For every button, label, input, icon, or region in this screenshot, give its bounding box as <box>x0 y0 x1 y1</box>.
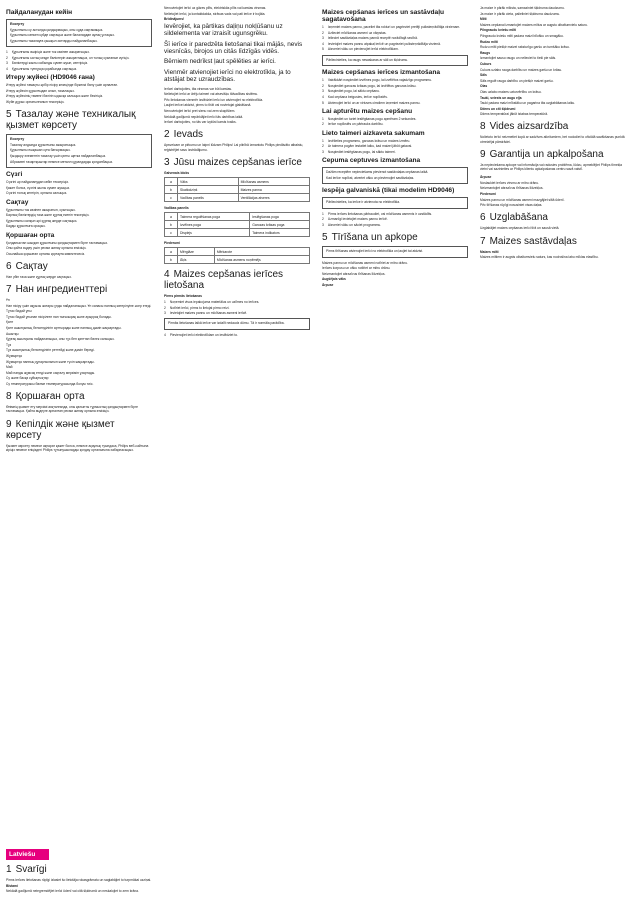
large-text-line: Vienmēr atvienojiet ierīci no elektrotīkla, ja to atstājat bez uzraudzības. <box>164 68 291 84</box>
text-line: Қолданыстан шыққан құрылғыны қалдықтармен бірге тастамаңыз. <box>6 240 108 245</box>
subheading: Augšējais vāks <box>322 277 346 282</box>
text-line: Ja nepieciešama apkope vai informācija vai radusies problēma, lūdzu, apmeklējiet Philips tīmekļa vietni vai sazinieties ar Philips klientu apkalpošanas centru savā valstī. <box>480 162 623 172</box>
text-line: Осылайша қоршаған ортаны қорғауға көмектесесіз. <box>6 251 86 256</box>
ingredient-title: Cukurs <box>480 61 492 66</box>
ingredient-text: Ūdens temperatūrai jābūt istabas temperatūrā. <box>480 112 548 117</box>
text-line: Тұз <box>6 342 12 347</box>
text-line: Nenovietojiet ierīci pret sienu vai zem skapīšiem. <box>164 109 236 113</box>
text-line: Май <box>6 365 13 370</box>
note-box <box>164 318 310 330</box>
text-line: Ierīcei darbojoties, tās virsmas var būt karstas. <box>164 86 232 91</box>
warning-box <box>6 134 152 168</box>
step-item: 3 Nospiediet ieslēgšanas pogu, lai sāktu taimeri. <box>322 149 396 154</box>
text-line: Оны қайта өңдеу үшін ресми жинау орнына өткізіңіз. <box>6 246 87 251</box>
text-line: Жүйе дұрыс орнатылғанын тексеріңіз. <box>6 100 65 105</box>
text-line: Өнімнің қызмет ету мерзімі аяқталғанда, оны қалыпты тұрмыстық қалдықтармен бірге тастамаңыз. Қайта өңдеуге арналған ресми жинау орнына өткізіңіз. <box>6 405 138 414</box>
text-line: Ierīcei darbojoties, no tās var izplūst karsts tvaiks. <box>164 120 237 125</box>
section-8-heading: 8 Қоршаған орта <box>6 391 85 403</box>
table-row: a Vāks Mīcīšanas asmens <box>165 178 310 186</box>
step-item: 3 Aizveriet vāku un sāciet programmu. <box>322 222 382 227</box>
ingredient-text: Izmantojiet sauso raugu un nelieciet to tieši pie sāls. <box>480 56 557 61</box>
text-line: Жұмыртқа <box>6 354 22 359</box>
program-heading: Maizes cepšanas ierīces izmantošana <box>322 69 441 77</box>
text-line: Nelietojiet ierīci, ja kontaktdakša, strāvas vads vai pati ierīce ir bojāta. <box>164 11 266 16</box>
ingredient-title: Tauki, sviests un augu eļļa <box>480 95 522 100</box>
text-line: Сүзгіні әр пайдаланудан кейін тексеріңіз. <box>6 180 69 185</box>
step-item: 5 Atvienojiet ierīci un ar virtuves cimdiem izņemiet maizes pannu. <box>322 100 421 105</box>
ingredient-title: Milti <box>480 17 487 22</box>
note-box <box>322 197 468 209</box>
subheading: Ārpuse <box>480 175 492 180</box>
warning-line: Құрылғыны су астында қалдырмаңыз, оны суда сақтамаңыз. <box>10 27 104 32</box>
text-line: Сүзгіні толық кептіріп, орнына салыңыз. <box>6 191 68 196</box>
subheading: Pirms pirmās lietošanas <box>164 294 202 299</box>
step-item: 2 Ierīce nopīkstēs un pārtrauks darbību. <box>322 122 384 127</box>
text-line: Нан үйін таза және құрғақ жерде сақтаңыз. <box>6 274 72 279</box>
note-box <box>322 55 468 67</box>
ingredient-text: Olas uzlabo maizes uzturvērtību un krāsu. <box>480 89 542 94</box>
text-line: Nolietoto ierīci neizmetiet kopā ar sadzīves atkritumiem, bet nododiet to oficiālā savākšanas punktā otrreizējai pārstrādei. <box>480 135 625 144</box>
section-7-heading: 7 Нан ингредиенттері <box>6 284 108 296</box>
table-title: Galvenais bloks <box>164 170 190 175</box>
note-line: Kad ierīce nopīkst, atveriet vāku un pievienojiet sastāvdaļas. <box>326 175 415 180</box>
warning-box <box>6 19 152 47</box>
warning-title: Ескерту <box>10 137 25 142</box>
section-4-heading: 4 Maizes cepšanas ierīces lietošana <box>164 269 284 292</box>
table-row: a Taimera regulēšanas poga Ieslēgšanas poga <box>165 213 310 221</box>
note-line: Pirmās lietošanas laikā ierīce var izdalīt nedaudz dūmu. Tā ir normāla parādība. <box>168 321 285 326</box>
note-line: Dažām receptēm nepieciešams pievienot sastāvdaļas cepšanas laikā. <box>326 169 429 174</box>
ingredient-text: Sāls regulē rauga darbību un piešķir maizei garšu. <box>480 78 554 83</box>
step-item: 1 Vairākkārt nospiediet izvēlnes pogu, lai izvēlētos vajadzīgo programmu. <box>322 78 433 83</box>
step-item: 1 Izņemiet maizes pannu, paceliet tās rokturi un pagrieziet pretēji pulksteņrādītāja virzienam. <box>322 25 461 29</box>
table-title: Piederumi <box>164 241 180 246</box>
filter-heading: Сүзгі <box>6 171 23 179</box>
cake-heading: Cepuma ceptuves izmantošana <box>322 156 421 164</box>
text-line: Қант ашытқының белсенділігін арттырады және нанның дәмін жақсартады. <box>6 326 122 331</box>
step-item: 2 Uzlieciet mīcīšanas asmeni uz vārpstas. <box>322 30 387 35</box>
step-item: 4 Құрылғыны түпнұсқа қорабында сақтаңыз. <box>6 67 78 72</box>
table-row: b Izvēlnes poga Garozas krāsas poga <box>165 221 310 229</box>
warning-line: Абразивті тазартқыштар немесе металл құралдарды қолданбаңыз. <box>10 159 113 164</box>
ingredient-text: Rudzu milti piešķir maizei raksturīgu garšu un tumšāku krāsu. <box>480 45 570 50</box>
text-line: Тұтас бидай ұнынан пісірілген нан тығызырақ және ауыррақ болады. <box>6 314 112 319</box>
step-item: 1 Izvēlieties programmu, garozas krāsu un maizes izmēru. <box>322 138 411 143</box>
text-line: Құрылғыны салқын әрі құрғақ жерде сақтаңыз. <box>6 218 78 223</box>
warning-line: Тазалау алдында құрылғыны ажыратыңыз. <box>10 142 77 147</box>
text-line: Pirms ierīces lietošanas rūpīgi izlasiet šo lietotāja rokasgrāmatu un saglabājiet to turpmākai uzziņai. <box>6 878 152 882</box>
text-line: Neizmantojiet abrazīvus tīrīšanas līdzekļus. <box>322 271 386 276</box>
text-line: Pēc lietošanas vienmēr izslēdziet ierīci un atvienojiet no elektrotīkla. <box>164 97 264 102</box>
column-4 <box>480 6 626 261</box>
timer-heading: Lieto taimeri aizkaveta sakumam <box>322 129 425 137</box>
ingredient-text: Maizes cepšanai izmantojiet maizes miltus ar augstu olbaltumvielu saturu. <box>480 22 588 27</box>
text-line: Итеру жүйесін құрылғыдан алып, тазалаңыз. <box>6 88 75 93</box>
section-2-heading: 2 Ievads <box>164 129 204 141</box>
note-box <box>322 246 468 258</box>
text-line: Су және басқа сұйықтықтар <box>6 376 49 381</box>
ingredient-title: Sāls <box>480 73 487 78</box>
accessories-table <box>164 247 310 264</box>
section-6-heading: 6 Uzglabāšana <box>480 212 548 224</box>
text-line: Нан пісіру үшін ақуызы жоғары ұнды пайдаланыңыз. Ұн сапасы нанның көтерілуіне әсер етеді. <box>6 303 152 308</box>
parts-table <box>164 177 310 202</box>
section-3-heading: 3 Jūsu maizes cepšanas ierīce <box>164 156 302 168</box>
text-line: Құрғақ ашытқыны пайдаланыңыз, оны тұз бен қанттан бөлек салыңыз. <box>6 337 115 342</box>
section-1-heading: 1 Svarīgi <box>6 864 47 875</box>
subheading: Piederumi <box>480 192 496 197</box>
note-line: Pārliecinieties, ka raugs nesaskaras ar sāli un šķidrumu. <box>326 57 409 62</box>
text-line: Maizes pannu un mīcīšanas asmeni notīriet ar mitru drānu. <box>322 260 408 265</box>
subheading: Maizes milti <box>480 249 499 254</box>
text-line: Құрылғыны ток көзінен ажыратып, суытыңыз. <box>6 207 76 212</box>
step-item: 1 Noņemiet visus iepakojuma materiālus un uzlīmes no ierīces. <box>164 300 260 304</box>
text-line: Apsveicam ar pirkumu un laipni lūdzam Philips! Lai pilnībā izmantotu Philips piedāvāto atbalstu, reģistrējiet savu izstrādājumu. <box>164 143 304 152</box>
step-item: 1 Nospiediet un turiet ieslēgšanas pogu apmēram 2 sekundes. <box>322 116 417 121</box>
danger-label: Bīstami <box>6 883 18 888</box>
section-9-heading: 9 Кепілдік және қызмет көрсету <box>6 418 115 441</box>
stop-heading: Lai apturētu maizes cepšanu <box>322 107 413 115</box>
table-row: b Skatlodziņš Maizes panna <box>165 186 310 194</box>
text-line: Бауды құрылғыға ораңыз. <box>6 224 46 229</box>
text-line: Ja maize ir pārāk mīksta, samaziniet šķidruma daudzumu. <box>480 6 565 10</box>
table-title: Vadības panelis <box>164 206 189 210</box>
section-6-heading: 6 Сақтау <box>6 260 48 272</box>
text-line: Тұз ашытқының белсенділігін реттейді және дәмін береді. <box>6 348 95 353</box>
step-item: 1 Құрылғыны өшіріңіз және ток көзінен ажыратыңыз. <box>6 50 90 55</box>
ingredient-text: Tauki padara maizi mīkstāku un pagarina tās uzglabāšanas laiku. <box>480 101 576 106</box>
text-line: Nenovietojiet ierīci uz gāzes plīts, elektriskās plīts vai karstas virsmas. <box>164 6 267 10</box>
table-row: b Āķis Mīcīšanas asmens noņēmējs <box>165 256 310 264</box>
push-system-heading: Итеру жүйесі (HD9046 ғана) <box>6 74 95 82</box>
cleaning-heading: 5 Тазалау және техникалық қызмет көрсету <box>6 109 136 132</box>
step-item: 2 Nospiediet garozas krāsas pogu, lai izvēlētos garozas krāsu. <box>322 83 417 88</box>
text-line: Тұтас бидай ұны <box>6 309 32 314</box>
text-line: Қызмет көрсету немесе ақпарат қажет болса, немесе ақаулық туындаса, Philips веб-сайтына кіріңіз немесе еліңіздегі Philips тұтынушыларды қолдау орталығына хабарласыңыз. <box>6 443 149 452</box>
step-item: 5 Aizveriet vāku un pievienojiet ierīci elektrotīklam. <box>322 47 399 52</box>
ingredient-title: Ūdens un citi šķidrumi <box>480 106 516 111</box>
text-line: Nekādā gadījumā nepārklājiet ierīci tās darbības laikā. <box>164 114 244 119</box>
table-row: c Vadības panelis Ventilācijas atveres <box>165 194 310 202</box>
text-line: Noslaukiet ierīces virsmu ar mitru drānu. <box>480 180 539 185</box>
environment-heading: Қоршаған орта <box>6 231 55 239</box>
text-line: Қажет болса, сүзгіні жылы сумен жуыңыз. <box>6 185 70 190</box>
ingredient-text: Pilngraudu kviešu milti padara maizi blīvāku un smagāku. <box>480 33 564 38</box>
text-line: Барлық бөліктердің таза және құрғақ екенін тексеріңіз. <box>6 213 90 218</box>
warning-line: Құрылғыны тазалауға қышқыл заттарды пайдаланбаңыз. <box>10 38 98 43</box>
section-8-heading: 8 Vides aizsardzība <box>480 121 569 133</box>
section-5-heading: 5 Tīrīšana un apkope <box>322 232 418 244</box>
text-line: Nelietojiet ierīci ar ārēju taimeri vai atsevišķu tālvadības sistēmu. <box>164 92 259 97</box>
step-item: 3 Бөліктерді жылы сабынды сумен жуып, кептіріңіз. <box>6 61 89 66</box>
text-line: Қант <box>6 320 14 325</box>
column-3 <box>322 6 468 289</box>
column-2 <box>164 6 310 339</box>
text-line: Су температурасы бөлме температурасында болуы тиіс. <box>6 382 94 386</box>
text-line: Neizmantojiet abrazīvus tīrīšanas līdzekļus. <box>480 186 544 191</box>
text-line: Ļaujiet ierīcei atdzist, pirms to tīrāt vai novietojat glabāšanā. <box>164 103 252 108</box>
step-item: 2 Uzmanīgi ievietojiet maizes pannu ierīcē. <box>322 217 388 222</box>
note-line: Pārliecinieties, ka ierīce ir atvienota no elektrotīkla. <box>326 200 401 205</box>
latvian-intro <box>6 864 152 895</box>
control-panel-table <box>164 212 310 237</box>
after-use-heading: Пайдаланудан кейін <box>6 9 73 16</box>
table-row: c Displejs Taimera indikators <box>165 229 310 237</box>
ingredient-title: Olas <box>480 84 488 89</box>
text-line: Жұмыртқа нанның құнарлылығын және түсін жақсартады. <box>6 359 95 364</box>
warning-line: Құрылғыны ешқашан суға батырмаңыз. <box>10 148 71 153</box>
text-line: Итеру жүйесі тамақты әрбір пісіру кезеңінде біркелкі бөлу үшін арналған. <box>6 83 119 88</box>
warning-title: Ескерту <box>10 22 25 26</box>
step-item: 4 Pievienojiet ierīci elektrotīklam un ieslēdziet to. <box>164 332 239 337</box>
warning-line: Қыздыру элементін тазалау үшін қатты щетка пайдаланбаңыз. <box>10 153 107 158</box>
text-line: Итеру жүйесінің төменгі бөлігін ыдысқа салыңыз және бекітіңіз. <box>6 94 103 99</box>
column-1 <box>6 6 152 453</box>
step-item: 2 Құрылғыны ыстық кезде бөліктерін ажыратпаңыз, ол толық суығанын күтіңіз. <box>6 55 130 60</box>
step-item: 2 Notīriet ierīci, pirms to lietojat pirmo reizi. <box>164 305 230 310</box>
section-7-heading: 7 Maizes sastāvdaļas <box>480 235 577 247</box>
text-line: Ja maize ir pārāk cieta, palieliniet šķidruma daudzumu. <box>480 11 561 16</box>
text-line: Pēc tīrīšanas rūpīgi nosusiniet visas daļas. <box>480 203 543 208</box>
text-line: Nekādā gadījumā neiegremdējiet ierīci ūdenī vai citā šķidrumā un neskalojiet to zem krāna. <box>6 889 139 894</box>
storage-heading: Сақтау <box>6 198 29 206</box>
warning-line: Құрылғыны кепкен күйде сақтаңыз және балалардан аулақ ұстаңыз. <box>10 33 115 38</box>
warning-title: Brīdinājums! <box>164 17 185 22</box>
text-line: Maizes miltiem ir augsts olbaltumvielu saturs, kas nodrošina labu mīklas elastību. <box>480 255 599 260</box>
table-row: a Mērglāze Mērkarote <box>165 248 310 256</box>
ingredient-title: Raugs <box>480 50 491 55</box>
section-9-heading: 9 Garantija un apkalpošana <box>480 148 604 160</box>
step-item: 1 Pirms ierīces lietošanas pārbaudiet, vai mīcīšanas asmenis ir uzstādīts. <box>322 211 433 216</box>
note-line: Pirms tīrīšanas atvienojiet ierīci no elektrotīkla un ļaujiet tai atdzist. <box>326 249 423 254</box>
large-text-line: Bērniem nedrīkst ļaut spēlēties ar ierīci. <box>164 58 276 66</box>
ingredient-text: Cukurs uzlabo rauga darbību un maizes garšu un krāsu. <box>480 67 563 72</box>
step-item: 3 Ievietojiet maizes pannu un mīcīšanas asmeni ierīcē. <box>164 311 248 316</box>
text-line: Май нанды жұмсақ етеді және сақталу мерзімін ұзартады. <box>6 370 96 375</box>
note-box <box>322 167 468 184</box>
step-item: 4 Ievietojiet maizes pannu atpakaļ ierīcē un pagrieziet pulksteņrādītāja virzienā. <box>322 41 441 46</box>
step-item: 4 Kad cepšana beigusies, ierīce nopīkstēs. <box>322 94 388 99</box>
text-line: Uzglabājiet maizes cepšanas ierīci tīrā un sausā vietā. <box>480 226 560 231</box>
step-item: 3 Ielieciet sastāvdaļas maizes pannā receptē norādītajā secībā. <box>322 36 418 41</box>
push-heading: Iespēja galvaniskā (tikai modelim HD9046) <box>322 187 455 195</box>
large-text-line: Šī ierīce ir paredzēta lietošanai tikai mājās, nevis viesnīcās, birojos un citās līdzīgās vidēs. <box>164 40 303 55</box>
step-item: 2 Ar taimera pogām iestatiet laiku, kad maizei jābūt gatavai. <box>322 144 413 149</box>
subheading: Ārpuse <box>322 283 334 288</box>
language-tab: Latviešu <box>6 849 49 860</box>
preparation-heading: Maizes cepšanas ierīces un sastāvdaļu sagatavošana <box>322 9 445 23</box>
text-line: Ұн <box>6 298 10 303</box>
ingredient-title: Rudzu milti <box>480 39 498 44</box>
text-line: Ierīces korpusu un vāku notīriet ar mitru drānu. <box>322 266 391 271</box>
step-item: 3 Nospiediet pogu, lai sāktu cepšanu. <box>322 89 380 94</box>
large-text-line: Ievērojiet, ka pārtikas daļiņu nokļūšanu uz sildelementa var izraisīt ugunsgrēku. <box>164 22 283 38</box>
ingredient-title: Pilngraudu kviešu milti <box>480 28 517 33</box>
text-line: Maizes pannu un mīcīšanas asmeni mazgājiet siltā ūdenī. <box>480 197 565 202</box>
text-line: Ашытқы <box>6 331 19 336</box>
